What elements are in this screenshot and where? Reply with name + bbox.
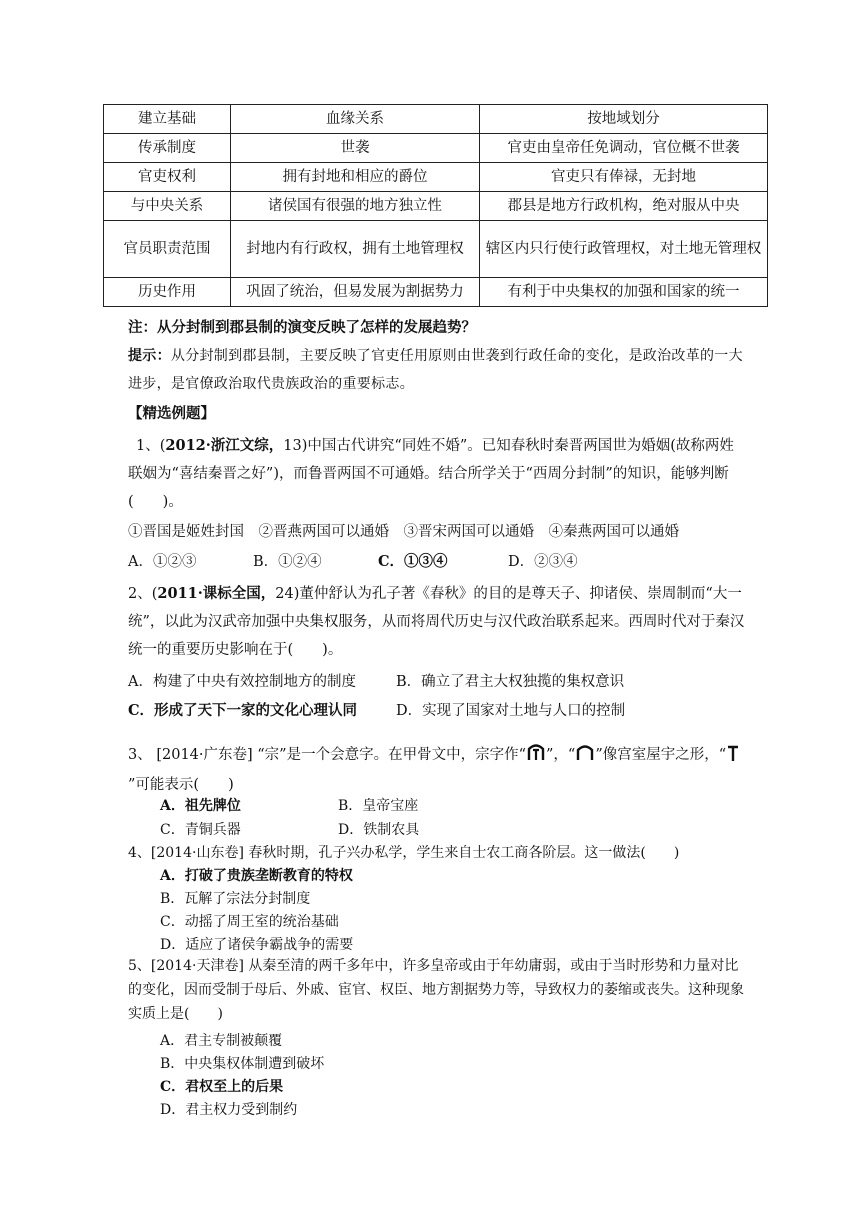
table-cell: 郡县是地方行政机构，绝对服从中央 bbox=[480, 192, 768, 221]
table-cell: 诸侯国有很强的地方独立性 bbox=[231, 192, 480, 221]
table-cell: 官吏只有俸禄，无封地 bbox=[480, 163, 768, 192]
q1-option-b[interactable]: B．①②④ bbox=[253, 554, 322, 570]
table-cell: 世袭 bbox=[231, 134, 480, 163]
q3-part2: ”，“ bbox=[546, 747, 576, 763]
q1-option-a[interactable]: A．①②③ bbox=[128, 554, 197, 570]
table-cell: 巩固了统治，但易发展为割据势力 bbox=[231, 278, 480, 307]
hint bbox=[128, 342, 748, 398]
q2-stem-a: 2、( bbox=[128, 586, 158, 602]
table-cell: 建立基础 bbox=[104, 105, 231, 134]
q5-option-c[interactable]: C．君权至上的后果 bbox=[160, 1079, 284, 1095]
q2-stem-b: 24)董仲舒认为孔子著《春秋》的目的是尊天子、抑诸侯、崇周制而“大一统”，以此为汉武帝加强中央集权服务，从而将周代历史与汉代政治联系起来。西周时代对于秦汉统一的重要历史影响在于( )。 bbox=[128, 586, 745, 658]
q1-option-c[interactable]: C．①③④ bbox=[378, 553, 448, 570]
table-row bbox=[104, 221, 768, 278]
hint-text: 从分封制到郡县制，主要反映了官吏任用原则由世袭到行政任命的变化，是政治改革的一大进步，是官僚政治取代贵族政治的重要标志。 bbox=[128, 348, 743, 392]
table-cell: 封地内有行政权，拥有土地管理权 bbox=[231, 221, 480, 278]
table-cell: 与中央关系 bbox=[104, 192, 231, 221]
table-cell: 官吏由皇帝任免调动，官位概不世袭 bbox=[480, 134, 768, 163]
q3-part4: ”可能表示( ) bbox=[128, 777, 234, 793]
q4-stem: 4、[2014·山东卷] 春秋时期，孔子兴办私学，学生来自士农工商各阶层。这一做法( ) bbox=[128, 845, 680, 861]
oracle-tablet-glyph-icon bbox=[726, 744, 740, 762]
q3-option-d[interactable]: D．铁制农具 bbox=[338, 822, 420, 838]
q2-options-row2 bbox=[128, 697, 748, 725]
q2-options-row1 bbox=[128, 668, 748, 696]
table-cell: 辖区内只行使行政管理权，对土地无管理权 bbox=[480, 221, 768, 278]
q2-source: 2011·课标全国， bbox=[157, 585, 276, 602]
oracle-roof-glyph-icon bbox=[575, 742, 595, 762]
q5-option-b[interactable]: B．中央集权体制遭到破坏 bbox=[160, 1056, 325, 1072]
q1-option-d[interactable]: D．②③④ bbox=[508, 554, 578, 570]
table-cell: 传承制度 bbox=[104, 134, 231, 163]
table-cell: 历史作用 bbox=[104, 278, 231, 307]
q2-option-c[interactable]: C．形成了天下一家的文化心理认同 bbox=[128, 702, 358, 719]
section-title: 【精选例题】 bbox=[128, 405, 215, 422]
q3-part3: ”像宫室屋宇之形，“ bbox=[595, 747, 727, 763]
table-cell: 按地域划分 bbox=[480, 105, 768, 134]
table-cell: 官员职责范围 bbox=[104, 221, 231, 278]
q1-stem-b: 13)中国古代讲究“同姓不婚”。已知春秋时秦晋两国世为婚姻(故称两姓联姻为“喜结秦晋之好”)，而鲁晋两国不可通婚。结合所学关于“西周分封制”的知识，能够判断( )。 bbox=[128, 438, 734, 510]
q1-statements: ①晋国是姬姓封国 ②晋燕两国可以通婚 ③晋宋两国可以通婚 ④秦燕两国可以通婚 bbox=[128, 524, 679, 540]
q1-stem-a: 1、( bbox=[136, 438, 166, 454]
table-row bbox=[104, 105, 768, 134]
q4-option-a[interactable]: A．打破了贵族垄断教育的特权 bbox=[160, 868, 353, 884]
q4-option-d[interactable]: D．适应了诸侯争霸战争的需要 bbox=[160, 937, 354, 953]
hint-label: 提示： bbox=[128, 348, 171, 364]
q5-option-d[interactable]: D．君主权力受到制约 bbox=[160, 1102, 298, 1118]
comparison-table bbox=[103, 104, 768, 307]
q5-option-a[interactable]: A．君主专制被颠覆 bbox=[160, 1033, 283, 1049]
table-cell: 有利于中央集权的加强和国家的统一 bbox=[480, 278, 768, 307]
question-2 bbox=[128, 580, 748, 664]
q4-option-c[interactable]: C．动摇了周王室的统治基础 bbox=[160, 914, 339, 930]
q3-option-a[interactable]: A．祖先牌位 bbox=[160, 798, 241, 814]
q4-option-b[interactable]: B．瓦解了宗法分封制度 bbox=[160, 891, 311, 907]
table-cell: 血缘关系 bbox=[231, 105, 480, 134]
q5-stem: 5、[2014·天津卷] 从秦至清的两千多年中，许多皇帝或由于年幼庸弱，或由于当时形势和力量对比的变化，因而受制于母后、外戚、宦官、权臣、地方割据势力等，导致权力的萎缩或丧失。这种现象实质上是( ) bbox=[128, 958, 744, 1022]
q3-option-c[interactable]: C．青铜兵器 bbox=[160, 822, 241, 838]
q1-source: 2012·浙江文综， bbox=[165, 437, 284, 454]
q2-option-b[interactable]: B．确立了君主大权独揽的集权意识 bbox=[396, 674, 625, 690]
table-cell: 拥有封地和相应的爵位 bbox=[231, 163, 480, 192]
table-row bbox=[104, 163, 768, 192]
question-3 bbox=[128, 740, 748, 800]
note: 注：从分封制到郡县制的演变反映了怎样的发展趋势？ bbox=[128, 319, 476, 336]
q2-option-d[interactable]: D．实现了国家对土地与人口的控制 bbox=[396, 703, 626, 719]
q3-option-b[interactable]: B．皇帝宝座 bbox=[338, 798, 419, 814]
q3-part1: 3、 [2014·广东卷] “宗”是一个会意字。在甲骨文中，宗字作“ bbox=[128, 747, 527, 763]
question-1 bbox=[128, 432, 748, 516]
table-cell: 官吏权利 bbox=[104, 163, 231, 192]
q1-options bbox=[128, 548, 748, 576]
table-row bbox=[104, 278, 768, 307]
table-row bbox=[104, 134, 768, 163]
oracle-zong-glyph-icon bbox=[526, 742, 546, 762]
table-row bbox=[104, 192, 768, 221]
q2-option-a[interactable]: A．构建了中央有效控制地方的制度 bbox=[128, 674, 356, 690]
